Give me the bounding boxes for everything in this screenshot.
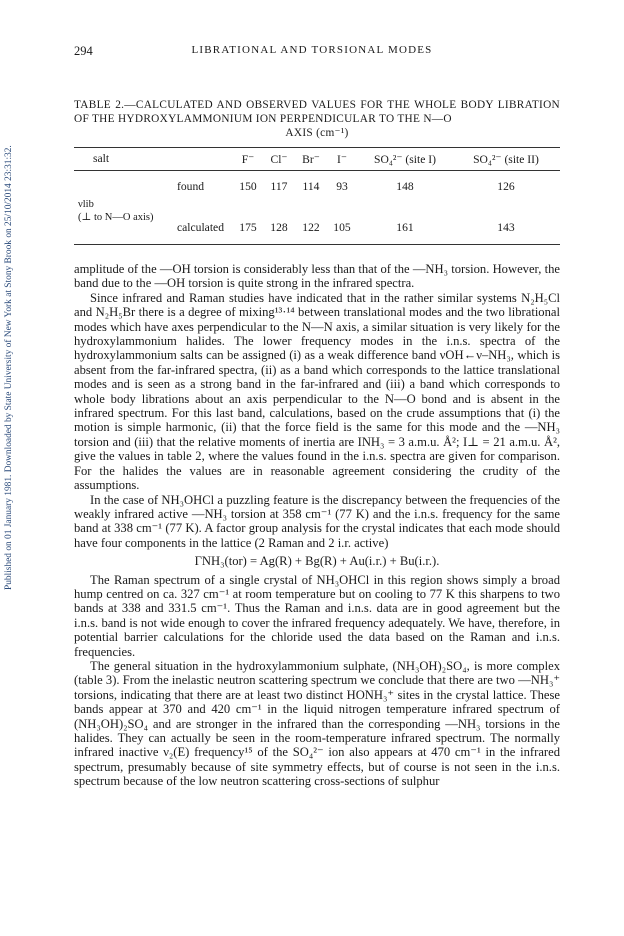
table-header-salt: salt bbox=[93, 152, 110, 165]
table-header-f: F⁻ bbox=[241, 153, 255, 166]
table-top-rule bbox=[74, 147, 560, 148]
download-watermark-text: Published on 01 January 1981. Downloaded by State University of New York at Stony Brook on 25/10/2014 23:31:32. bbox=[4, 145, 14, 590]
table-caption-line-1: TABLE 2.—CALCULATED AND OBSERVED VALUES FOR THE WHOLE BODY bbox=[74, 99, 494, 111]
table-cell: 122 bbox=[302, 221, 320, 234]
table-cell: 161 bbox=[396, 221, 414, 234]
table-cell: 128 bbox=[270, 221, 288, 234]
table-cell: 105 bbox=[333, 221, 351, 234]
table-row-label-axis: (⊥ to N—O axis) bbox=[78, 212, 154, 223]
table-cell: 93 bbox=[336, 180, 348, 193]
table-header-so4-site-2: SO₄²⁻ (site II) bbox=[473, 153, 539, 166]
table-cell: 175 bbox=[239, 221, 257, 234]
table-bottom-rule bbox=[74, 244, 560, 245]
table-header-so4-site-1: SO₄²⁻ (site I) bbox=[374, 153, 436, 166]
table-caption-line-2: LIBRATION OF THE HYDROXYLAMMONIUM ION PERPENDICULAR TO THE N—O bbox=[74, 99, 561, 125]
equation: ΓNH₃(tor) = Ag(R) + Bg(R) + Au(i.r.) + Bu(i.r.). bbox=[194, 554, 440, 569]
table-cell: 117 bbox=[270, 180, 288, 193]
page-number: 294 bbox=[74, 44, 93, 58]
download-watermark bbox=[2, 30, 20, 590]
table-header-rule bbox=[74, 170, 560, 171]
body-text bbox=[74, 262, 560, 789]
table-header-i: I⁻ bbox=[337, 153, 347, 166]
paragraph-3: In the case of NH₃OHCl a puzzling feature is the discrepancy between the frequencies of the weakly infrared active —NH₃ torsion at 358 cm⁻¹ (77 K) and the i.n.s. frequency for the same band at 338 cm⁻¹ (77 K). A factor group analysis for the crystal indicates that each mode should have four components in the lattice (2 Raman and 2 i.r. active) bbox=[74, 492, 560, 550]
table-header-br: Br⁻ bbox=[302, 153, 320, 166]
table-caption-line-3: AXIS (cm⁻¹) bbox=[285, 127, 349, 139]
table-cell: 114 bbox=[302, 180, 320, 193]
table-row-label-symbol: νlib bbox=[78, 199, 94, 210]
table-caption bbox=[74, 98, 560, 140]
table-cell: 150 bbox=[239, 180, 257, 193]
paragraph-4: The Raman spectrum of a single crystal of NH₃OHCl in this region shows simply a broad hump centred on ca. 327 cm⁻¹ at room temperature but on cooling to 77 K this sharpens to two bands at 338 and 331.5 cm⁻¹. Thus the Raman and i.n.s. data are in good agreement but the i.n.s. band is not wide enough to cover the infrared frequency adequately. We have, therefore, in potential barrier calculations for the chloride used the data based on the Raman and i.n.s. frequencies. bbox=[74, 572, 560, 659]
table-row-calculated-label: calculated bbox=[177, 221, 224, 234]
table-cell: 148 bbox=[396, 180, 414, 193]
table-cell: 143 bbox=[497, 221, 515, 234]
paragraph-2: Since infrared and Raman studies have indicated that in the rather similar systems N₂H₅Cl and N₂H₅Br there is a degree of mixing¹³·¹⁴ between translational modes and the two librational modes which have axes perpendicular to the N—N axis, a similar situation is very likely for the hydroxylammonium halides. The lower frequency modes in the i.n.s. spectra of the hydroxylammonium salts can be assigned (i) as a weak difference band νOH←ν–NH₃, which is absent from the far-infrared spectra, (ii) as a band which corresponds to the lattice translational modes and is seen as a strong band in the far-infrared and (iii) a band which corresponds to whole body librations about an axis perpendicular to the N—O bond and is absent in the infrared spectrum. For this last band, calculations, based on the crude assumptions that (i) the motion is simple harmonic, (ii) that the force field is the same for this mode and the —NH₃ torsion and (iii) that the relative moments of inertia are INH₃ = 3 a.m.u. Å²; I⊥ = 21 a.m.u. Å², give the values in table 2, where the values found in the i.n.s. spectra are given for comparison. For the halides the values are in reasonable agreement considering the crudity of the assumptions. bbox=[74, 290, 560, 493]
table-header-cl: Cl⁻ bbox=[270, 153, 288, 166]
table-row-found-label: found bbox=[177, 180, 205, 193]
paragraph-1: amplitude of the —OH torsion is considerably less than that of the —NH₃ torsion. However, the band due to the —OH torsion is quite strong in the infrared spectra. bbox=[74, 262, 560, 291]
table-cell: 126 bbox=[497, 180, 515, 193]
running-head: LIBRATIONAL AND TORSIONAL MODES bbox=[191, 44, 433, 56]
paragraph-5: The general situation in the hydroxylammonium sulphate, (NH₃OH)₂SO₄, is more complex (table 3). From the inelastic neutron scattering spectrum we conclude that there are two —NH₃⁺ torsions, indicating that there are at least two distinct HONH₃⁺ sites in the crystal lattice. These bands appear at 370 and 420 cm⁻¹ in the liquid nitrogen temperature infrared spectrum of (NH₃OH)₂SO₄ and are stronger in the infrared than the corresponding —NH₃ torsions in the halides. They can actually be seen in the room-temperature infrared spectrum. The normally infrared inactive ν₂(E) frequency¹⁵ of the SO₄²⁻ ion also appears at 470 cm⁻¹ in the infrared spectrum, presumably because of site symmetry effects, but of course is not seen in the i.n.s. spectrum because of the low neutron scattering cross-sections of sulphur bbox=[74, 658, 560, 789]
